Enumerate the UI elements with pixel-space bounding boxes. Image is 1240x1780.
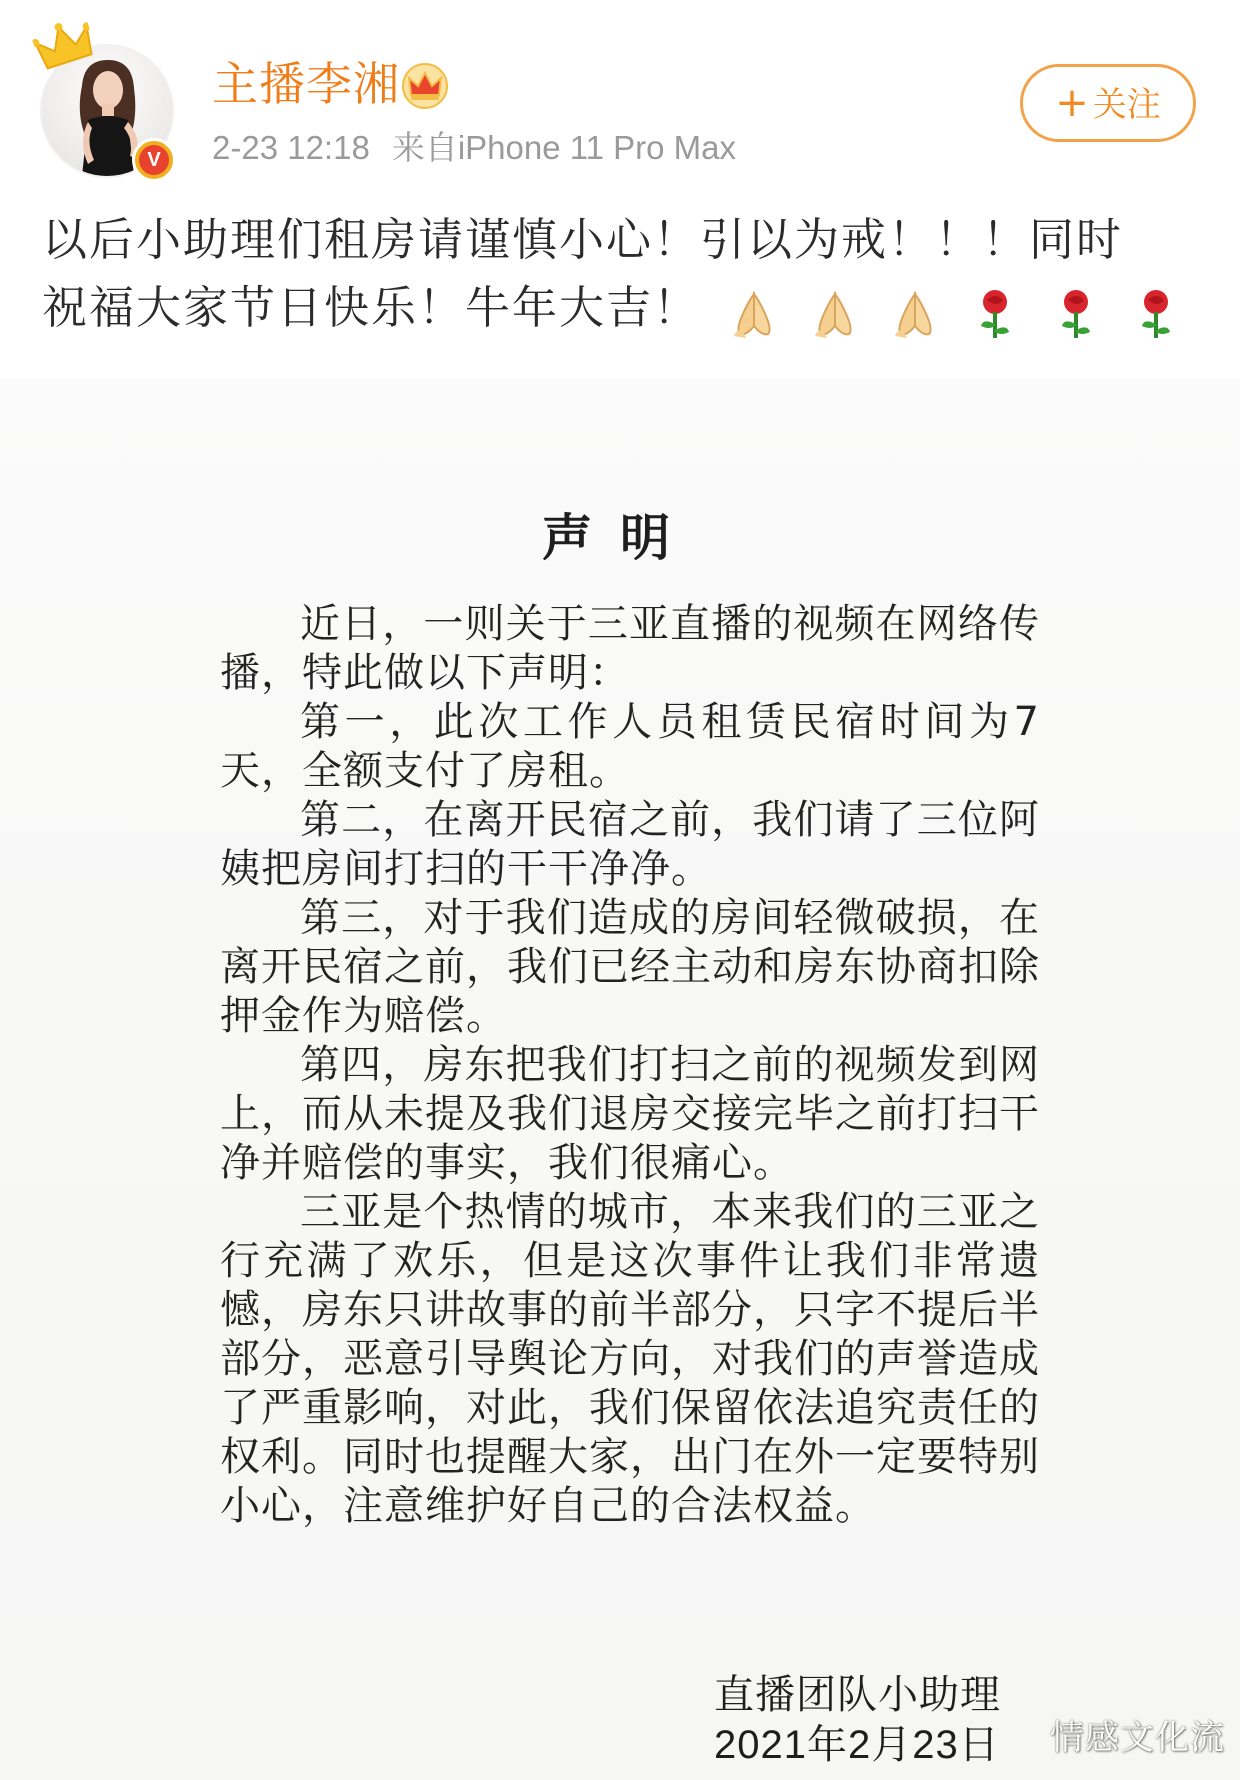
statement-image[interactable] bbox=[0, 378, 1240, 1780]
folded-hands-icon bbox=[807, 286, 863, 342]
follow-label: 关注 bbox=[1092, 85, 1161, 125]
statement-paragraph-closing: 三亚是个热情的城市，本来我们的三亚之行充满了欢乐，但是这次事件让我们非常遗憾，房东只讲故事的前半部分，只字不提后半部分，恶意引导舆论方向，对我们的声誉造成了严重影响，对此，我们保留依法追究责任的权利。同时也提醒大家，出门在外一定要特别小心，注意维护好自己的合法权益。 bbox=[220, 1189, 1040, 1529]
verified-badge-icon: V bbox=[132, 138, 176, 182]
rose-icon bbox=[1128, 286, 1184, 342]
statement-signature-block bbox=[714, 1670, 1054, 1770]
emoji-row bbox=[726, 277, 1192, 345]
statement-paragraph-2: 第二，在离开民宿之前，我们请了三位阿姨把房间打扫的干干净净。 bbox=[220, 797, 1040, 892]
statement-paragraph-3: 第三，对于我们造成的房间轻微破损，在离开民宿之前，我们已经主动和房东协商扣除押金作为赔偿。 bbox=[220, 895, 1040, 1039]
plus-icon: + bbox=[1055, 80, 1089, 126]
statement-paragraph-4: 第四，房东把我们打扫之前的视频发到网上，而从未提及我们退房交接完毕之前打扫干净并赔偿的事实，我们很痛心。 bbox=[220, 1042, 1040, 1186]
post-meta bbox=[212, 128, 736, 168]
avatar-container[interactable] bbox=[40, 44, 174, 178]
rose-icon bbox=[1048, 286, 1104, 342]
rose-icon bbox=[967, 286, 1023, 342]
follow-button[interactable] bbox=[1020, 64, 1196, 142]
statement-paragraph-intro: 近日，一则关于三亚直播的视频在网络传播，特此做以下声明： bbox=[220, 601, 1040, 696]
post-text-line-2-text: 祝福大家节日快乐！牛年大吉！ bbox=[42, 281, 701, 334]
folded-hands-icon bbox=[887, 286, 943, 342]
post-time: 2-23 12:18 bbox=[212, 129, 370, 166]
statement-title: 声明 bbox=[542, 509, 698, 567]
username[interactable]: 主播李湘 bbox=[212, 57, 400, 111]
post-text-line-2 bbox=[42, 274, 1202, 345]
statement-date: 2021年2月23日 bbox=[714, 1723, 1000, 1767]
vip-crown-icon[interactable] bbox=[400, 62, 450, 110]
watermark: 情感文化流 bbox=[1050, 1718, 1225, 1758]
statement-signature: 直播团队小助理 bbox=[714, 1672, 1001, 1718]
statement-body bbox=[220, 600, 1040, 1531]
folded-hands-icon bbox=[726, 286, 782, 342]
post-source[interactable]: 来自iPhone 11 Pro Max bbox=[391, 129, 737, 166]
post-text-line-1: 以后小助理们租房请谨慎小心！引以为戒！！！同时 bbox=[42, 213, 1124, 266]
post-text bbox=[42, 206, 1202, 345]
statement-paragraph-1: 第一，此次工作人员租赁民宿时间为7天，全额支付了房租。 bbox=[220, 699, 1040, 794]
